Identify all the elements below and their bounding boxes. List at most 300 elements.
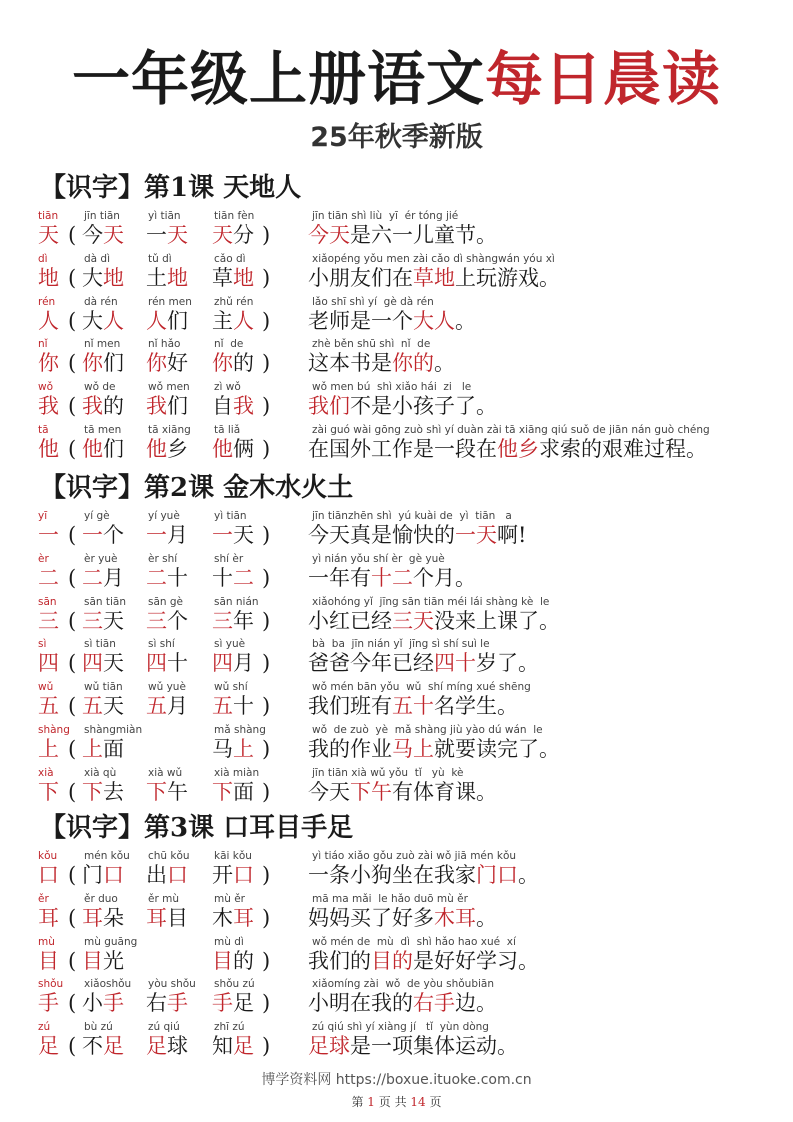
sentence-plain: 小朋友们在: [308, 265, 413, 290]
sentence-plain: 不是小孩子了。: [350, 394, 497, 419]
character-glyph: 足: [38, 1034, 59, 1059]
word-item: [82, 522, 124, 548]
word-highlight: 二: [233, 565, 254, 590]
open-paren: (: [68, 779, 77, 804]
sentence-highlight: 四十: [434, 651, 476, 676]
word-plain: 大: [82, 308, 103, 333]
open-paren: (: [68, 991, 77, 1016]
lesson-character: [38, 565, 59, 591]
char-pinyin: shǒu: [38, 978, 64, 991]
word-highlight: 地: [103, 265, 124, 290]
word-plain: 大: [82, 265, 103, 290]
word-highlight: 我: [146, 394, 167, 419]
word-item: [82, 1033, 124, 1059]
word-pinyin: dà rén: [84, 295, 118, 308]
character-glyph: 口: [38, 863, 59, 887]
close-paren: ): [262, 437, 271, 461]
word-highlight: 你: [212, 351, 233, 376]
word-highlight: 天: [212, 223, 233, 247]
char-pinyin: mù: [38, 935, 55, 948]
lesson-character: [38, 436, 59, 462]
word-highlight: 三: [82, 608, 103, 633]
word-pinyin: yì tiān: [148, 210, 181, 222]
lesson-character: [38, 948, 59, 974]
char-pinyin: tā: [38, 424, 49, 436]
sentence-highlight: 五十: [392, 694, 434, 719]
word-pinyin: zhǔ rén: [214, 295, 254, 308]
sentence-plain: 一条小狗坐在我家: [308, 863, 476, 887]
word-item: [146, 650, 188, 676]
page-suffix: 页: [429, 1095, 442, 1109]
sentence-highlight: 一天: [455, 523, 497, 547]
word-pinyin: xiǎoshǒu: [84, 978, 132, 991]
word-pinyin: mù guāng: [84, 935, 138, 948]
char-pinyin: xià: [38, 766, 54, 779]
close-paren: ): [262, 779, 271, 804]
word-pinyin: sān tiān: [84, 595, 127, 608]
char-pinyin: shàng: [38, 724, 70, 736]
page-mid: 页 共: [378, 1095, 407, 1109]
word-pinyin: mén kǒu: [84, 850, 130, 862]
sentence-pinyin: wǒ mén bān yǒu wǔ shí míng xué shēng: [312, 681, 531, 694]
word-pinyin: sān nián: [214, 595, 259, 608]
word-pinyin: cǎo dì: [214, 252, 246, 265]
word-plain: 右: [146, 991, 167, 1016]
word-pinyin: ěr mù: [148, 892, 179, 905]
sentence-plain: 有体育课。: [392, 779, 497, 804]
lesson-character: [38, 393, 59, 419]
word-item: [82, 393, 124, 419]
word-item: [212, 522, 254, 548]
word-item: [146, 436, 188, 462]
word-highlight: 四: [82, 651, 103, 676]
word-item: [146, 308, 188, 334]
open-paren: (: [68, 608, 77, 633]
example-sentence: [308, 650, 539, 676]
word-pinyin: tǔ dì: [148, 252, 172, 265]
example-sentence: [308, 308, 476, 334]
page-title: [0, 44, 793, 114]
word-plain: 俩: [233, 437, 254, 461]
sentence-plain: 这本书是: [308, 351, 392, 376]
open-paren: (: [68, 863, 77, 887]
example-sentence: [308, 736, 560, 762]
example-sentence: [308, 862, 539, 888]
close-paren: ): [262, 694, 271, 719]
example-sentence: [308, 1033, 518, 1059]
word-plain: 好: [167, 351, 188, 376]
sentence-highlight: 草地: [413, 265, 455, 290]
char-pinyin: wǔ: [38, 681, 54, 694]
word-highlight: 天: [103, 223, 124, 247]
page-subtitle: 25年秋季新版: [310, 122, 483, 153]
word-plain: 小: [82, 991, 103, 1016]
open-paren: (: [68, 1034, 77, 1059]
word-plain: 天: [103, 608, 124, 633]
word-highlight: 目: [82, 948, 103, 973]
word-plain: 马: [212, 737, 233, 761]
close-paren: ): [262, 394, 271, 419]
word-plain: 十: [212, 565, 233, 590]
close-paren: ): [262, 948, 271, 973]
char-pinyin: dì: [38, 252, 48, 265]
word-plain: 光: [103, 948, 124, 973]
word-item: [212, 265, 254, 291]
sentence-plain: 今天真是愉快的: [308, 523, 455, 547]
word-pinyin: wǔ yuè: [148, 681, 186, 694]
word-item: [212, 990, 254, 1016]
char-pinyin: rén: [38, 295, 56, 308]
word-highlight: 目: [212, 948, 233, 973]
word-item: [82, 693, 124, 719]
sentence-plain: 啊!: [497, 523, 527, 547]
open-paren: (: [68, 651, 77, 676]
sentence-highlight: 三天: [392, 608, 434, 633]
sentence-plain: 妈妈买了好多: [308, 905, 434, 930]
word-plain: 午: [167, 779, 188, 804]
word-plain: 天: [233, 523, 254, 547]
sentence-plain: 名学生。: [434, 694, 518, 719]
sentence-plain: 就要读完了。: [434, 737, 560, 761]
word-highlight: 手: [103, 991, 124, 1016]
word-item: [146, 522, 188, 548]
word-highlight: 足: [233, 1034, 254, 1059]
word-item: [82, 436, 124, 462]
close-paren: ): [262, 608, 271, 633]
sentence-pinyin: wǒ de zuò yè mǎ shàng jiù yào dú wán le: [312, 724, 543, 736]
word-plain: 一: [146, 223, 167, 247]
page-num: 1: [367, 1095, 375, 1109]
open-paren: (: [68, 905, 77, 930]
word-pinyin: shàngmiàn: [84, 724, 143, 736]
word-plain: 知: [212, 1034, 233, 1059]
word-highlight: 你: [146, 351, 167, 376]
word-plain: 面: [233, 779, 254, 804]
close-paren: ): [262, 1034, 271, 1059]
lesson-heading: 【识字】第2课 金木水火土: [40, 473, 354, 503]
word-pinyin: tā liǎ: [214, 424, 241, 436]
word-item: [146, 693, 188, 719]
word-item: [82, 608, 124, 634]
word-plain: 朵: [103, 905, 124, 930]
word-pinyin: dà dì: [84, 252, 111, 265]
sentence-pinyin: zhè běn shū shì nǐ de: [312, 338, 431, 351]
word-item: [212, 650, 254, 676]
lesson-character: [38, 522, 59, 548]
character-glyph: 你: [38, 351, 59, 376]
word-highlight: 他: [146, 437, 167, 461]
word-highlight: 你: [82, 351, 103, 376]
char-pinyin: sān: [38, 595, 57, 608]
word-pinyin: tā men: [84, 424, 122, 436]
close-paren: ): [262, 863, 271, 887]
lesson-character: [38, 693, 59, 719]
character-glyph: 二: [38, 565, 59, 590]
close-paren: ): [262, 905, 271, 930]
word-highlight: 二: [82, 565, 103, 590]
word-plain: 的: [233, 351, 254, 376]
word-pinyin: wǒ men: [148, 381, 190, 394]
word-plain: 十: [167, 565, 188, 590]
word-plain: 月: [167, 523, 188, 547]
word-pinyin: xià miàn: [214, 766, 260, 779]
word-plain: 足: [233, 991, 254, 1016]
sentence-highlight: 今天: [308, 223, 350, 247]
char-pinyin: kǒu: [38, 850, 58, 862]
word-pinyin: yí yuè: [148, 510, 180, 522]
close-paren: ): [262, 651, 271, 676]
sentence-highlight: 下午: [350, 779, 392, 804]
word-pinyin: wǔ tiān: [84, 681, 123, 694]
word-pinyin: sì tiān: [84, 638, 116, 651]
sentence-pinyin: xiǎomíng zài wǒ de yòu shǒubiān: [312, 978, 494, 991]
sentence-pinyin: zài guó wài gōng zuò shì yí duàn zài tā xiāng qiú suǒ de jiān nán guò chéng: [312, 424, 710, 436]
sentence-plain: 。: [455, 308, 476, 333]
word-item: [146, 862, 188, 888]
sentence-plain: 我们班有: [308, 694, 392, 719]
word-pinyin: yí gè: [84, 510, 110, 522]
sentence-plain: 老师是一个: [308, 308, 413, 333]
open-paren: (: [68, 737, 77, 761]
open-paren: (: [68, 694, 77, 719]
word-pinyin: sān gè: [148, 595, 184, 608]
lesson-character: [38, 1033, 59, 1059]
lesson-character: [38, 265, 59, 291]
sentence-plain: 个月。: [413, 565, 476, 590]
word-plain: 十: [233, 694, 254, 719]
lesson-character: [38, 308, 59, 334]
word-highlight: 三: [212, 608, 233, 633]
word-item: [82, 736, 124, 762]
example-sentence: [308, 905, 497, 931]
close-paren: ): [262, 737, 271, 761]
sentence-highlight: 目的: [371, 948, 413, 973]
word-item: [212, 308, 254, 334]
word-plain: 草: [212, 265, 233, 290]
open-paren: (: [68, 523, 77, 547]
title-black-part: 一年级上册语文: [71, 45, 485, 113]
example-sentence: [308, 948, 539, 974]
word-plain: 们: [103, 351, 124, 376]
word-highlight: 耳: [82, 905, 103, 930]
word-pinyin: sì shí: [148, 638, 175, 651]
sentence-highlight: 你的: [392, 351, 434, 376]
sentence-plain: 。: [518, 863, 539, 887]
sentence-plain: 我的作业: [308, 737, 392, 761]
word-pinyin: wǔ shí: [214, 681, 248, 694]
sentence-highlight: 门口: [476, 863, 518, 887]
lesson-character: [38, 905, 59, 931]
word-pinyin: nǐ hǎo: [148, 338, 181, 351]
word-item: [82, 905, 124, 931]
char-pinyin: sì: [38, 638, 47, 651]
sentence-highlight: 十二: [371, 565, 413, 590]
word-pinyin: bù zú: [84, 1021, 113, 1034]
word-highlight: 耳: [233, 905, 254, 930]
word-plain: 天: [103, 651, 124, 676]
word-highlight: 上: [82, 737, 103, 761]
open-paren: (: [68, 394, 77, 419]
sentence-plain: 边。: [455, 991, 497, 1016]
lesson-character: [38, 608, 59, 634]
word-highlight: 地: [233, 265, 254, 290]
lesson-heading: 【识字】第1课 天地人: [40, 173, 302, 203]
sentence-plain: 一年有: [308, 565, 371, 590]
sentence-plain: 求索的艰难过程。: [539, 437, 707, 461]
word-item: [212, 905, 254, 931]
example-sentence: [308, 608, 560, 634]
word-plain: 开: [212, 863, 233, 887]
word-highlight: 手: [212, 991, 233, 1016]
word-highlight: 上: [233, 737, 254, 761]
word-pinyin: chū kǒu: [148, 850, 190, 862]
word-item: [212, 693, 254, 719]
sentence-pinyin: lǎo shī shì yí gè dà rén: [312, 295, 434, 308]
word-item: [146, 350, 188, 376]
sentence-pinyin: jīn tiān xià wǔ yǒu tǐ yù kè: [312, 766, 464, 779]
word-item: [146, 222, 188, 248]
word-pinyin: mù ěr: [214, 892, 245, 905]
word-item: [146, 265, 188, 291]
word-item: [146, 393, 188, 419]
word-item: [146, 608, 188, 634]
word-highlight: 二: [146, 565, 167, 590]
char-pinyin: zú: [38, 1021, 51, 1034]
character-glyph: 一: [38, 523, 59, 547]
sentence-plain: 爸爸今年已经: [308, 651, 434, 676]
sentence-highlight: 右手: [413, 991, 455, 1016]
word-highlight: 口: [103, 863, 124, 887]
open-paren: (: [68, 308, 77, 333]
word-plain: 天: [103, 694, 124, 719]
sentence-plain: 是六一儿童节。: [350, 223, 497, 247]
word-highlight: 人: [146, 308, 167, 333]
example-sentence: [308, 350, 455, 376]
word-plain: 年: [233, 608, 254, 633]
word-plain: 月: [167, 694, 188, 719]
word-pinyin: shǒu zú: [214, 978, 255, 991]
word-plain: 面: [103, 737, 124, 761]
sentence-plain: 小红已经: [308, 608, 392, 633]
word-plain: 的: [103, 394, 124, 419]
sentence-pinyin: xiǎohóng yǐ jīng sān tiān méi lái shàng kè le: [312, 595, 550, 608]
word-highlight: 足: [146, 1034, 167, 1059]
word-plain: 门: [82, 863, 103, 887]
open-paren: (: [68, 565, 77, 590]
word-plain: 个: [103, 523, 124, 547]
word-item: [82, 779, 124, 805]
lesson-character: [38, 736, 59, 762]
lesson-character: [38, 350, 59, 376]
sentence-pinyin: jīn tiān shì liù yī ér tóng jié: [312, 210, 459, 222]
character-glyph: 我: [38, 394, 59, 419]
word-item: [82, 222, 124, 248]
footer-page-number: [0, 1093, 793, 1110]
close-paren: ): [262, 265, 271, 290]
word-item: [212, 779, 254, 805]
sentence-highlight: 足球: [308, 1034, 350, 1059]
word-item: [212, 222, 254, 248]
word-item: [146, 565, 188, 591]
word-pinyin: yì tiān: [214, 510, 247, 522]
word-pinyin: kāi kǒu: [214, 850, 252, 862]
word-pinyin: èr shí: [148, 552, 178, 565]
character-glyph: 三: [38, 608, 59, 633]
page-total: 14: [410, 1095, 426, 1109]
word-pinyin: rén men: [148, 295, 192, 308]
word-item: [82, 990, 124, 1016]
sentence-pinyin: jīn tiānzhēn shì yú kuài de yì tiān a: [312, 510, 512, 522]
word-pinyin: shí èr: [214, 552, 244, 565]
sentence-plain: 在国外工作是一段在: [308, 437, 497, 461]
word-pinyin: xià qù: [84, 766, 117, 779]
word-pinyin: nǐ men: [84, 338, 121, 351]
sentence-plain: 是好好学习。: [413, 948, 539, 973]
word-item: [212, 608, 254, 634]
character-glyph: 四: [38, 651, 59, 676]
word-highlight: 人: [103, 308, 124, 333]
sentence-plain: 岁了。: [476, 651, 539, 676]
word-item: [212, 736, 254, 762]
sentence-plain: 。: [476, 905, 497, 930]
word-pinyin: nǐ de: [214, 338, 244, 351]
word-highlight: 四: [146, 651, 167, 676]
open-paren: (: [68, 351, 77, 376]
word-item: [212, 565, 254, 591]
word-pinyin: sì yuè: [214, 638, 246, 651]
word-pinyin: jīn tiān: [84, 210, 120, 222]
word-item: [212, 436, 254, 462]
word-pinyin: tiān fèn: [214, 210, 255, 222]
sentence-highlight: 我们: [308, 394, 350, 419]
word-highlight: 五: [146, 694, 167, 719]
sentence-plain: 今天: [308, 779, 350, 804]
word-item: [212, 862, 254, 888]
word-pinyin: mù dì: [214, 935, 244, 948]
word-pinyin: mǎ shàng: [214, 724, 266, 736]
word-plain: 土: [146, 265, 167, 290]
word-item: [146, 905, 188, 931]
character-glyph: 手: [38, 991, 59, 1016]
word-pinyin: ěr duo: [84, 892, 118, 905]
sentence-highlight: 木耳: [434, 905, 476, 930]
word-highlight: 一: [212, 523, 233, 547]
word-highlight: 下: [212, 779, 233, 804]
word-pinyin: èr yuè: [84, 552, 118, 565]
sentence-pinyin: yì nián yǒu shí èr gè yuè: [312, 552, 445, 565]
character-glyph: 上: [38, 737, 59, 761]
close-paren: ): [262, 308, 271, 333]
word-plain: 月: [233, 651, 254, 676]
word-highlight: 一: [146, 523, 167, 547]
word-item: [82, 565, 124, 591]
character-glyph: 天: [38, 223, 59, 247]
word-pinyin: tā xiāng: [148, 424, 191, 436]
example-sentence: [308, 779, 497, 805]
lesson-character: [38, 990, 59, 1016]
word-highlight: 口: [167, 863, 188, 887]
character-glyph: 耳: [38, 905, 59, 930]
word-item: [82, 308, 124, 334]
word-plain: 今: [82, 223, 103, 247]
word-plain: 的: [233, 948, 254, 973]
word-highlight: 我: [82, 394, 103, 419]
character-glyph: 他: [38, 437, 59, 461]
word-item: [82, 862, 124, 888]
sentence-plain: 上玩游戏。: [455, 265, 560, 290]
word-highlight: 我: [233, 394, 254, 419]
close-paren: ): [262, 523, 271, 547]
